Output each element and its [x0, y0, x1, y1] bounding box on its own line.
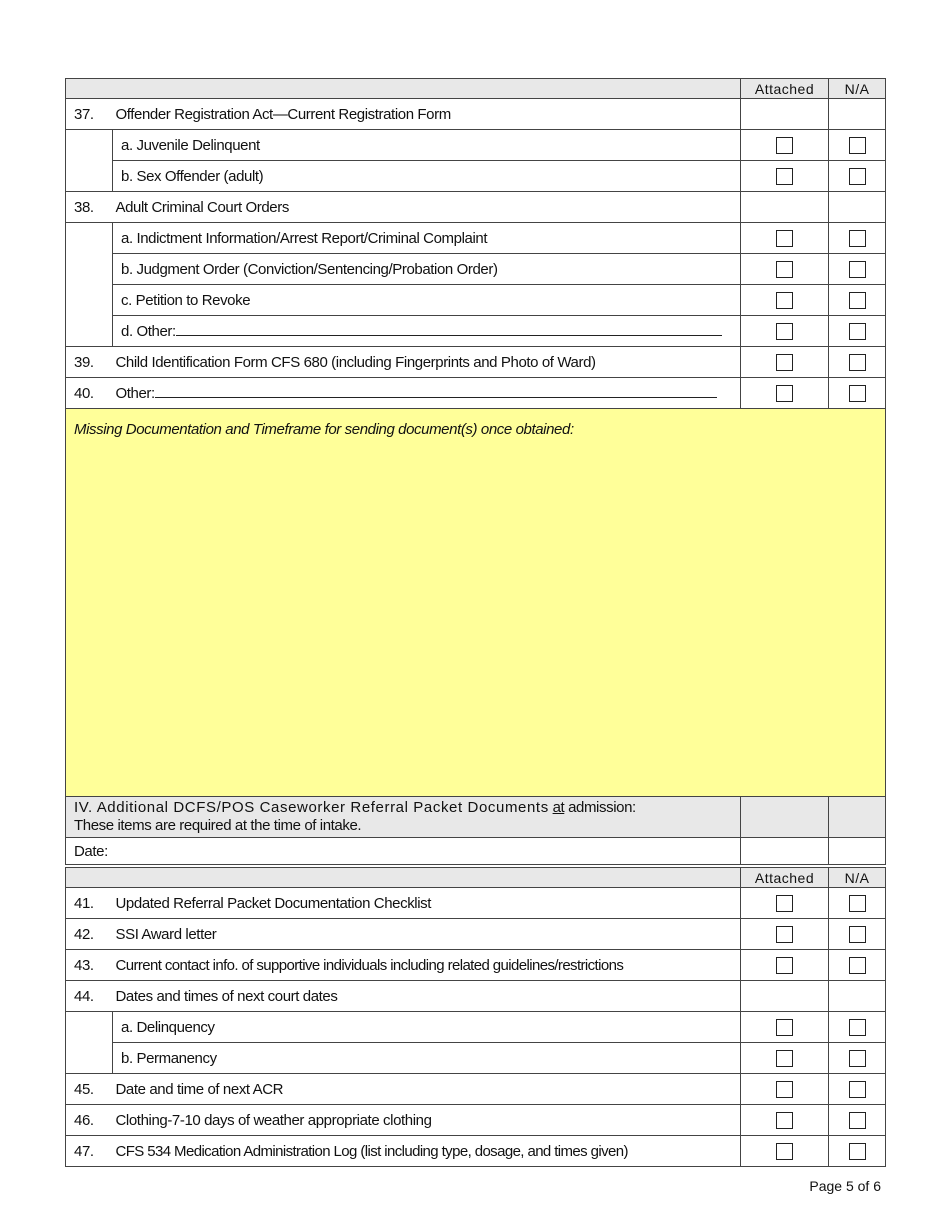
- empty-cell: [741, 192, 829, 223]
- missing-docs-notes: [66, 409, 886, 800]
- na-checkbox[interactable]: [849, 895, 866, 912]
- table-row: [66, 1074, 886, 1105]
- attached-checkbox[interactable]: [776, 895, 793, 912]
- documents-table-2: [65, 867, 886, 1167]
- table-row: [66, 1012, 886, 1043]
- date-label: Date:: [74, 842, 108, 860]
- item-number: 43.: [66, 950, 113, 981]
- na-checkbox[interactable]: [849, 292, 866, 309]
- item-number: 41.: [66, 888, 113, 919]
- na-checkbox[interactable]: [849, 385, 866, 402]
- item-number: 39.: [66, 347, 113, 378]
- item-label: b. Judgment Order (Conviction/Sentencing/Probation Order): [113, 254, 741, 285]
- item-label: SSI Award letter: [113, 919, 741, 950]
- attached-checkbox[interactable]: [776, 168, 793, 185]
- na-checkbox[interactable]: [849, 1112, 866, 1129]
- table-row: [66, 378, 886, 409]
- indent-cell: [66, 1012, 113, 1043]
- indent-cell: [66, 285, 113, 316]
- empty-cell: [829, 797, 886, 838]
- table-row: [66, 192, 886, 223]
- item-label: b. Permanency: [113, 1043, 741, 1074]
- item-label: Offender Registration Act—Current Registration Form: [113, 99, 741, 130]
- empty-cell: [829, 192, 886, 223]
- attached-checkbox[interactable]: [776, 1019, 793, 1036]
- table-row: [66, 1043, 886, 1074]
- table-row: [66, 981, 886, 1012]
- section-4-header-table: [65, 796, 886, 865]
- date-field[interactable]: [66, 838, 741, 865]
- empty-cell: [741, 981, 829, 1012]
- indent-cell: [66, 161, 113, 192]
- table-row: [66, 223, 886, 254]
- empty-cell: [829, 99, 886, 130]
- attached-checkbox[interactable]: [776, 230, 793, 247]
- na-checkbox[interactable]: [849, 230, 866, 247]
- item-number: 42.: [66, 919, 113, 950]
- table-row: [66, 919, 886, 950]
- item-number: 40.: [66, 378, 113, 409]
- table-row: [66, 316, 886, 347]
- attached-checkbox[interactable]: [776, 1143, 793, 1160]
- item-other-row: [113, 316, 741, 347]
- attached-checkbox[interactable]: [776, 1112, 793, 1129]
- missing-docs-label: Missing Documentation and Timeframe for sending document(s) once obtained:: [74, 421, 574, 438]
- date-row: [66, 838, 886, 865]
- na-checkbox[interactable]: [849, 168, 866, 185]
- section-4-title-end: admission:: [568, 799, 636, 816]
- indent-cell: [66, 130, 113, 161]
- other-fill-line[interactable]: [155, 384, 717, 398]
- empty-cell: [741, 838, 829, 865]
- item-label: Dates and times of next court dates: [113, 981, 741, 1012]
- header-blank: [66, 79, 741, 99]
- table-row: [66, 99, 886, 130]
- item-label: Date and time of next ACR: [113, 1074, 741, 1105]
- na-checkbox[interactable]: [849, 1019, 866, 1036]
- item-label: c. Petition to Revoke: [113, 285, 741, 316]
- item-label: a. Indictment Information/Arrest Report/Criminal Complaint: [113, 223, 741, 254]
- item-number: 47.: [66, 1136, 113, 1167]
- item-number: 38.: [66, 192, 113, 223]
- item-label: a. Delinquency: [113, 1012, 741, 1043]
- table-header: [66, 868, 886, 888]
- attached-checkbox[interactable]: [776, 385, 793, 402]
- attached-checkbox[interactable]: [776, 292, 793, 309]
- attached-checkbox[interactable]: [776, 1050, 793, 1067]
- empty-cell: [741, 99, 829, 130]
- missing-docs-textarea[interactable]: [66, 409, 886, 800]
- table-row: [66, 1105, 886, 1136]
- indent-cell: [66, 1043, 113, 1074]
- section-4-title: IV. Additional DCFS/POS Caseworker Referral Packet Documents: [74, 799, 549, 816]
- attached-checkbox[interactable]: [776, 354, 793, 371]
- item-label: b. Sex Offender (adult): [113, 161, 741, 192]
- item-label: d. Other:: [121, 323, 176, 340]
- indent-cell: [66, 316, 113, 347]
- table-row: [66, 950, 886, 981]
- table-row: [66, 285, 886, 316]
- table-row: [66, 254, 886, 285]
- attached-checkbox[interactable]: [776, 1081, 793, 1098]
- item-label: Other:: [115, 385, 155, 402]
- attached-checkbox[interactable]: [776, 926, 793, 943]
- na-checkbox[interactable]: [849, 323, 866, 340]
- table-row: [66, 1136, 886, 1167]
- empty-cell: [829, 981, 886, 1012]
- item-number: 46.: [66, 1105, 113, 1136]
- item-number: 37.: [66, 99, 113, 130]
- attached-checkbox[interactable]: [776, 323, 793, 340]
- item-label: Adult Criminal Court Orders: [113, 192, 741, 223]
- empty-cell: [829, 838, 886, 865]
- attached-checkbox[interactable]: [776, 957, 793, 974]
- indent-cell: [66, 254, 113, 285]
- attached-checkbox[interactable]: [776, 261, 793, 278]
- table-row: [66, 130, 886, 161]
- attached-checkbox[interactable]: [776, 137, 793, 154]
- section-4-title-cell: [66, 797, 741, 838]
- na-checkbox[interactable]: [849, 354, 866, 371]
- item-label: CFS 534 Medication Administration Log (list including type, dosage, and times given): [113, 1136, 741, 1167]
- item-number: 45.: [66, 1074, 113, 1105]
- section-4-title-underlined: at: [552, 799, 565, 816]
- item-label: Clothing-7-10 days of weather appropriate clothing: [113, 1105, 741, 1136]
- item-number: 44.: [66, 981, 113, 1012]
- na-checkbox[interactable]: [849, 957, 866, 974]
- section-4-subtitle: These items are required at the time of intake.: [74, 817, 362, 834]
- documents-table-1: [65, 78, 886, 800]
- na-checkbox[interactable]: [849, 1081, 866, 1098]
- col-na-header: N/A: [829, 868, 886, 888]
- header-blank: [66, 868, 741, 888]
- item-label: Child Identification Form CFS 680 (including Fingerprints and Photo of Ward): [113, 347, 741, 378]
- table-row: [66, 347, 886, 378]
- table-header: [66, 79, 886, 99]
- indent-cell: [66, 223, 113, 254]
- item-label: a. Juvenile Delinquent: [113, 130, 741, 161]
- item-label: Current contact info. of supportive individuals including related guidelines/restrictions: [113, 950, 741, 981]
- item-other-row: [113, 378, 741, 409]
- col-na-header: N/A: [829, 79, 886, 99]
- col-attached-header: Attached: [741, 868, 829, 888]
- na-checkbox[interactable]: [849, 1143, 866, 1160]
- page-number: Page 5 of 6: [809, 1178, 881, 1194]
- na-checkbox[interactable]: [849, 137, 866, 154]
- na-checkbox[interactable]: [849, 926, 866, 943]
- empty-cell: [741, 797, 829, 838]
- other-fill-line[interactable]: [176, 322, 722, 336]
- na-checkbox[interactable]: [849, 261, 866, 278]
- col-attached-header: Attached: [741, 79, 829, 99]
- table-row: [66, 888, 886, 919]
- table-row: [66, 161, 886, 192]
- item-label: Updated Referral Packet Documentation Checklist: [113, 888, 741, 919]
- section-4-header: [66, 797, 886, 838]
- na-checkbox[interactable]: [849, 1050, 866, 1067]
